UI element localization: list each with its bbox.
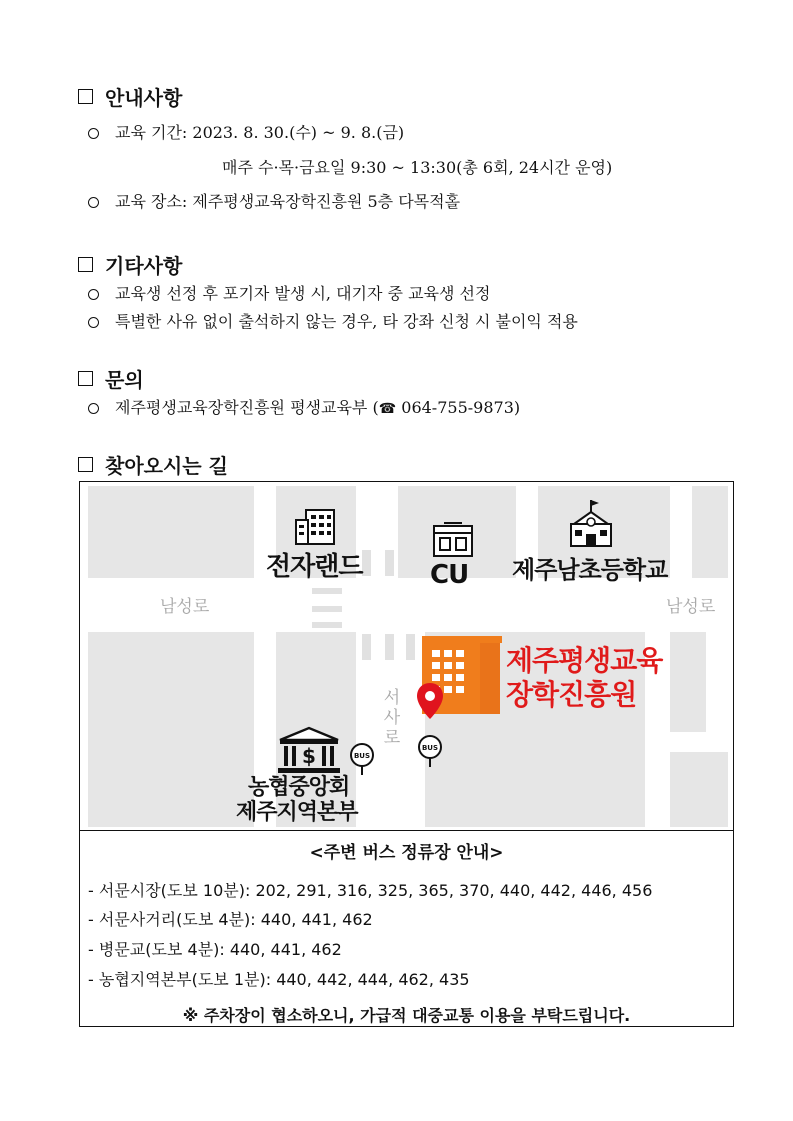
contact-info: 제주평생교육장학진흥원 평생교육부 (☎ 064-755-9873) [88,395,520,418]
checkbox-square-icon [78,371,93,386]
circle-bullet-icon [88,128,99,139]
etc-item: 교육생 선정 후 포기자 발생 시, 대기자 중 교육생 선정 [88,281,490,304]
parking-notice: ※ 주차장이 협소하오니, 가급적 대중교통 이용을 부탁드립니다. [182,1006,631,1025]
landmark-electronics-land: 전자랜드 [266,552,363,582]
svg-text:BUS: BUS [353,752,371,760]
landmark-school: 제주남초등학교 [512,556,668,584]
school-icon [568,498,614,548]
map-block [88,486,254,578]
section-title: 문의 [105,368,144,392]
crosswalk [385,550,394,576]
bus-stop-entry: - 농협지역본부(도보 1분): 440, 442, 444, 462, 435 [88,970,470,989]
section-heading-directions [78,450,228,479]
crosswalk [312,606,342,612]
crosswalk [406,634,415,660]
section-title: 기타사항 [105,254,183,278]
location-pin-icon [416,682,444,720]
bus-stop-icon [348,742,376,776]
road-label-namseong-left: 남성로 [160,597,210,617]
bus-stop-entry: - 병문교(도보 4분): 440, 441, 462 [88,940,342,959]
circle-bullet-icon [88,289,99,300]
location-map [80,482,733,831]
directions-frame [79,481,734,1027]
crosswalk [362,550,371,576]
crosswalk [312,588,342,594]
checkbox-square-icon [78,89,93,104]
bank-icon [276,726,342,774]
office-building-icon [294,508,336,546]
circle-bullet-icon [88,317,99,328]
telephone-icon: ☎ [378,401,397,417]
map-block [692,486,728,578]
crosswalk [362,634,371,660]
map-block [670,752,728,827]
landmark-nh-bank-line2: 제주지역본부 [236,800,358,825]
landmark-cu: CU [430,560,469,590]
section-title: 안내사항 [105,86,183,110]
bus-info-title: <주변 버스 정류장 안내> [309,843,504,863]
bus-stop-entry: - 서문사거리(도보 4분): 440, 441, 462 [88,910,373,929]
etc-item: 특별한 사유 없이 출석하지 않는 경우, 타 강좌 신청 시 불이익 적용 [88,309,578,332]
destination-name-line2: 장학진흥원 [506,678,637,711]
bus-stop-icon [416,734,444,768]
checkbox-square-icon [78,257,93,272]
convenience-store-icon [432,522,474,558]
svg-text:$: $ [302,744,316,768]
destination-name-line1: 제주평생교육 [506,644,663,677]
section-heading-guide [78,82,182,111]
road-label-seosa: 서 사 로 [383,688,401,748]
road-label-namseong-right: 남성로 [666,597,716,617]
section-heading-contact [78,364,144,393]
education-period: 교육 기간: 2023. 8. 30.(수) ~ 9. 8.(금) [88,120,404,143]
checkbox-square-icon [78,457,93,472]
bus-stop-entry: - 서문시장(도보 10분): 202, 291, 316, 325, 365, 370, 440, 442, 446, 456 [88,881,653,900]
map-block [88,632,254,827]
landmark-nh-bank-line1: 농협중앙회 [248,775,350,800]
section-title: 찾아오시는 길 [105,454,228,478]
crosswalk [312,622,342,628]
svg-text:BUS: BUS [421,744,439,752]
crosswalk [385,634,394,660]
education-place: 교육 장소: 제주평생교육장학진흥원 5층 다목적홀 [88,189,460,212]
circle-bullet-icon [88,197,99,208]
map-block [670,632,706,732]
section-heading-etc [78,250,182,279]
circle-bullet-icon [88,403,99,414]
education-schedule: 매주 수·목·금요일 9:30 ~ 13:30(총 6회, 24시간 운영) [222,158,613,177]
